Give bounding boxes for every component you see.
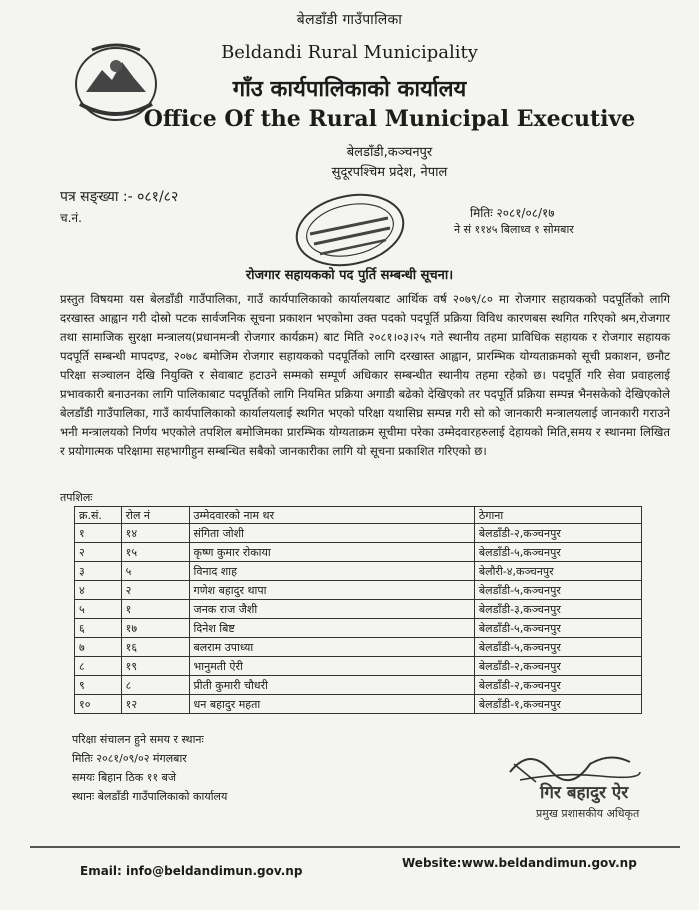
cell-address: बेलडाँडी-५,कञ्चनपुर [474,619,641,638]
table-row [75,676,642,695]
exam-place: स्थानः बेलडाँडी गाउँपालिकाको कार्यालय [72,790,228,803]
letter-date: मितिः २०८१/०८/१७ [470,206,555,220]
table-row [75,619,642,638]
cell-address: बेलडाँडी-५,कञ्चनपुर [474,581,641,600]
cell-roll: २ [121,581,189,600]
header-sn: क्र.सं. [75,507,122,524]
cell-address: बेलौरी-४,कञ्चनपुर [474,562,641,581]
cell-name: संगिता जोशी [189,524,474,543]
cell-address: बेलडाँडी-५,कञ्चनपुर [474,543,641,562]
table-header-row [75,507,642,524]
cell-roll: १४ [121,524,189,543]
cell-name: विनाद शाह [189,562,474,581]
footer-email: Email: info@beldandimun.gov.np [80,864,303,878]
header-office-np: गाँउ कार्यपालिकाको कार्यालय [232,77,467,102]
dispatch-number: च.नं. [60,211,82,225]
header-office-en: Office Of the Rural Municipal Executive [143,106,636,132]
exam-date: मितिः २०८१/०९/०२ मंगलबार [72,752,187,765]
header-name: उम्मेदवारको नाम थर [189,507,474,524]
cell-roll: १२ [121,695,189,714]
header-name-np: बेलडाँडी गाउँपालिका [296,12,403,28]
table-row [75,562,642,581]
table-row [75,543,642,562]
header-address: ठेगाना [474,507,641,524]
notice-body: प्रस्तुत विषयमा यस बेलडाँडी गाउँपालिका, गाउँ कार्यपालिकाको कार्यालयबाट आर्थिक वर्ष २०७९/८० मा रोजगार सहायकको पदपूर्तिको लागि दरखास्त आह्वान गरी दोस्रो पटक सार्वजनिक सूचना प्रकाशन भएकोमा उक्त पदको पदपूर्ति प्रक्रिया विविध कारणबस स्थगित गरिएको श्रम,रोजगार तथा सामाजिक सुरक्षा मन्त्रालय(प्रधानमन्त्री रोजगार कार्यक्रम) बाट मिति २०८१।०३।२५ गते स्थानीय तहमा प्राविधिक सहायक र रोजगार सहायक पदपूर्ति सम्बन्धी मापदण्ड, २०७८ बमोजिम रोजगार सहायकको पदपूर्तिको लागि दरखास्त आह्वान, प्रारम्भिक योग्यताक्रमको सूची प्रकाशन, छनौट परिक्षा सञ्चालन देखि नियुक्ति र सेवाबाट हटाउने सम्मको सम्पूर्ण अधिकार सम्बन्धीत स्थानीय तहमा रहेको छ। पदपूर्ति गरि सेवा प्रवाहलाई प्रभावकारी बनाउनका लागि पालिकाबाट पदपूर्तिको लागि नियमित प्रक्रिया अगाडी बढेको देखिएको तर पदपूर्ति प्रक्रिया सम्पन्न भैनसकेको देखिएकोले बेलडाँडी गाउँपालिका, गाउँ कार्यपालिकाको कार्यालयलाई स्थगित भएको परिक्षा यथासिघ्र सम्पन्न गरी सो को जानकारी मन्त्रालयलाई जानकारी गराउने भनी मन्त्रालयको निर्णय भएकोले तपशिल बमोजिमका प्रारम्भिक योग्यताक्रम सूचीमा परेका उम्मेदवारहरुलाई देहायको मिति,समय र स्थानमा लिखित र प्रयोगात्मक परिक्षामा सहभागीहुन सम्बन्धित सबैको जानकारीका लागि यो सूचना प्रकाशित गरिएको छ। [60,292,670,458]
cell-sn: २ [75,543,122,562]
exam-title: परिक्षा संचालन हुने समय र स्थानः [72,733,204,746]
table-row [75,581,642,600]
notice-subject: रोजगार सहायकको पद पुर्ति सम्बन्धी सूचना। [245,268,454,283]
cell-name: बलराम उपाध्या [189,638,474,657]
table-row [75,695,642,714]
cell-address: बेलडाँडी-५,कञ्चनपुर [474,638,641,657]
signatory-designation: प्रमुख प्रशासकीय अधिकृत [536,807,640,820]
exam-details [72,730,227,806]
cell-sn: ४ [75,581,122,600]
cell-name: गणेश बहादुर थापा [189,581,474,600]
table-row [75,524,642,543]
cell-roll: ८ [121,676,189,695]
cell-sn: १ [75,524,122,543]
reference-number: पत्र सङ्ख्या :- ०८१/८२ [60,189,179,205]
cell-address: बेलडाँडी-२,कञ्चनपुर [474,524,641,543]
table-row [75,657,642,676]
candidate-table [74,506,642,714]
cell-name: जनक राज जैशी [189,600,474,619]
header-roll: रोल नं [121,507,189,524]
cell-name: भानुमती ऐरी [189,657,474,676]
header-address-2: सुदूरपश्चिम प्रदेश, नेपाल [331,165,448,180]
header-address-1: बेलडाँडी,कञ्चनपुर [346,145,433,160]
cell-roll: १६ [121,638,189,657]
table-row [75,600,642,619]
header-name-en: Beldandi Rural Municipality [221,42,478,63]
cell-address: बेलडाँडी-२,कञ्चनपुर [474,657,641,676]
cell-name: कृष्ण कुमार रोकाया [189,543,474,562]
cell-roll: १५ [121,543,189,562]
signatory-name: गिर बहादुर ऐर [540,783,629,803]
cell-address: बेलडाँडी-२,कञ्चनपुर [474,676,641,695]
office-stamp [290,190,420,270]
cell-address: बेलडाँडी-१,कञ्चनपुर [474,695,641,714]
cell-name: धन बहादुर महता [189,695,474,714]
cell-sn: १० [75,695,122,714]
table-row [75,638,642,657]
cell-sn: ८ [75,657,122,676]
nepal-sambat-date: ने सं ११४५ बिलाध्व १ सोमबार [454,223,574,236]
cell-name: दिनेश बिष्ट [189,619,474,638]
cell-roll: १ [121,600,189,619]
details-label: तपशिलः [60,491,93,504]
cell-roll: १७ [121,619,189,638]
cell-address: बेलडाँडी-३,कञ्चनपुर [474,600,641,619]
exam-time: समयः बिहान ठिक ११ बजे [72,771,177,784]
cell-roll: १९ [121,657,189,676]
cell-sn: ७ [75,638,122,657]
cell-sn: ६ [75,619,122,638]
cell-sn: ९ [75,676,122,695]
footer-divider [30,846,680,848]
footer-website: Website:www.beldandimun.gov.np [402,856,637,870]
cell-sn: ५ [75,600,122,619]
cell-roll: ५ [121,562,189,581]
cell-sn: ३ [75,562,122,581]
cell-name: प्रीती कुमारी चौधरी [189,676,474,695]
